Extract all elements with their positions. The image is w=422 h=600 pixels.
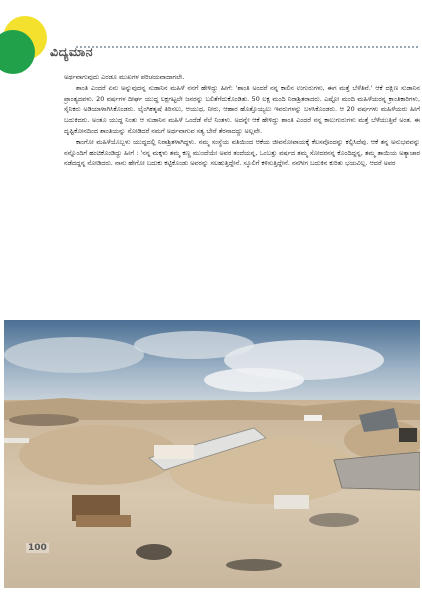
- paragraph: ಕಾಂಗೋ ಮಹಿಳೆಯೊಬ್ಬಳು ಯುದ್ಧದಲ್ಲಿ ನಿರಾಶ್ರಿತಳಾಗಿದ್ದಳು. ನಮ್ಮ ಸಂಸ್ಥೆಯ ವತಿಯಿಂದ ಆಕೆಯ ಜೀವನೋಪಾಯಕ್ಕೆ ಕೆಲಸವೊಂದನ್ನು ಕಲ್ಪಿಸಿದೆವು. ಆಕೆ ತನ್ನ ಅನುಭವವನ್ನು ನನ್ನೊಂದಿಗೆ ಹಂಚಿಕೊಂಡಿದ್ದು ಹೀಗೆ : 'ನನ್ನ ಮಕ್ಕಳು ತಮ್ಮ ಕಣ್ಣ ಮುಂದೆಯೇ ಅವರ ತಂದೆಯನ್ನ, ಒಂಬತ್ತು ವರ್ಷದ ತಮ್ಮ ಸೋದರನನ್ನ ಕೊಂದಿದ್ದನ್ನ, ತಮ್ಮ ತಾಯಿಯ ಅತ್ಯಾಚಾರ ನಡೆದದ್ದನ್ನ ನೋಡಿದರು. ನಾನು ಹೇಗೋ ಬದುಕು ಕಟ್ಟಿಕೊಂಡು ಅವರನ್ನು ಸಲಹುತ್ತಿದ್ದೇನೆ. ಸ್ಕೂಲಿಗೆ ಕಳಿಸುತ್ತಿದ್ದೇನೆ. ನನಗೀಗ ಬದುಕಿನ ಕುರಿತು ಭಯವಿಲ್ಲ. ಆದರೆ ಅವರ: [64, 137, 420, 168]
- section-title: ವಿದ್ಯಮಾನ: [50, 44, 94, 59]
- page-number: 100: [28, 543, 47, 553]
- header-divider: [76, 46, 418, 48]
- war-debris-photo: [4, 320, 420, 588]
- article-body: [64, 72, 420, 169]
- paragraph: ಶಾಂತಿ ಎಂದರೆ ಏನು ಅನ್ನುವುದನ್ನ ಸುಡಾನಿನ ಮಹಿಳೆ ನನಗೆ ಹೇಳಿದ್ದು ಹೀಗೆ: 'ಶಾಂತಿ ಅಂದರೆ ನನ್ನ ಕಾಲಿನ ಉಗುರುಗಳು, ಈಗ ಮತ್ತೆ ಬೆಳೆತಿವೆ.' ಆಕೆ ದಕ್ಷಿಣ ಸುಡಾನಿನ ಪ್ರಾಂತ್ಯದವಳು. 20 ವರ್ಷಗಳ ದೀರ್ಘ ಯುದ್ಧ ಲಕ್ಷಗಟ್ಟಲೇ ಜನರನ್ನು ಬಲಿತೆಗೆದುಕೊಂಡಿತು. 50 ಲಕ್ಷ ಮಂದಿ ನಿರಾಶ್ರಿತರಾದರು. ಎಷ್ಟೋ ಮಂದಿ ಮಹಿಳೆಯರನ್ನ ಕ್ರಾಂತಿಕಾರಿಗಳು, ಸೈನಿಕರು ಅಡಿಯಾಳಾಗಿಸಿಕೊಂಡರು. ಲೈಂಗಿಕತೃಷೆ ತಿರಿಸಲು, ಆಯುಧ, ನೀರು, ಆಹಾರ ಹೊತ್ತೊಯ್ಯಲು ಇವರುಗಳನ್ನು ಬಳಸಿಕೊಂಡರು. ಆ 20 ವರ್ಷಗಳು ಮಹಿಳೆಯರು ಹೀಗೆ ಬದುಕಿದರು. ಅಂತೂ ಯುದ್ಧ ನಿಂತು ಆ ಸುಡಾನಿನ ಮಹಿಳೆ ಒಂದೆಡೆ ನೆಲೆ ನಿಂತಳು. ಅದನ್ನೇ ಆಕೆ ಹೇಳಿದ್ದು ಶಾಂತಿ ಎಂದರೆ ನನ್ನ ಕಾಲುಗುರುಗಳು ಮತ್ತೆ ಬೆಳೆಯುತ್ತಿವೆ ಅಂತ. ಈ ದೃಷ್ಟಿಕೋನದಿಂದ ಶಾಂತಿಯನ್ನು ನೋಡಿದರೆ ನಮಗೆ ಅರ್ಥವಾಗುವ ಸತ್ಯ ಬೇರೆ ತೆರನಾದದ್ದು ಅಲ್ಲವೇ.: [64, 83, 420, 135]
- paragraph: ಅರ್ಥವಾಗುವುದು ಎರಡೂ ಮುಖಗಳ ಪರಿಚಯವಾದಾಗಲೇ.: [64, 73, 185, 81]
